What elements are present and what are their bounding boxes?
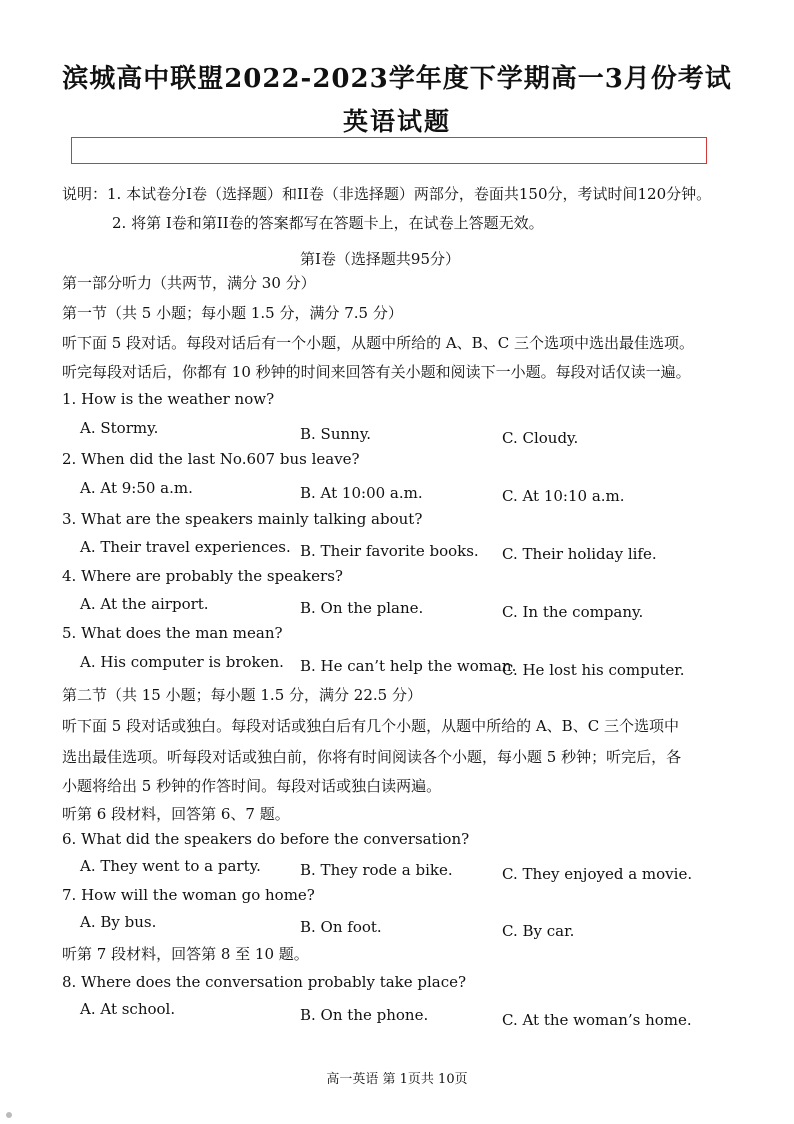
scan-speck bbox=[6, 1112, 12, 1118]
note-line-1: 说明：1. 本试卷分I卷（选择题）和II卷（非选择题）两部分，卷面共150分，考试时间120分钟。 bbox=[62, 185, 712, 203]
q2-option-b: B. At 10:00 a.m. bbox=[300, 484, 423, 502]
q6-option-a: A. They went to a party. bbox=[80, 857, 261, 875]
section1-instruction-2: 听完每段对话后，你都有 10 秒钟的时间来回答有关小题和阅读下一小题。每段对话仅读一遍。 bbox=[62, 363, 691, 381]
page-footer: 高一英语 第 1页共 10页 bbox=[326, 1072, 468, 1087]
q4-option-b: B. On the plane. bbox=[300, 599, 424, 617]
q8-option-c: C. At the woman’s home. bbox=[502, 1011, 692, 1029]
section1-heading: 第一节（共 5 小题；每小题 1.5 分，满分 7.5 分） bbox=[62, 304, 403, 322]
redaction-box bbox=[71, 137, 707, 164]
q8-option-a: A. At school. bbox=[80, 1000, 176, 1018]
q2-option-c: C. At 10:10 a.m. bbox=[502, 487, 625, 505]
question-8: 8. Where does the conversation probably take place? bbox=[62, 973, 467, 991]
section2-heading: 第二节（共 15 小题；每小题 1.5 分，满分 22.5 分） bbox=[62, 686, 422, 704]
section2-instruction-1: 听下面 5 段对话或独白。每段对话或独白后有几个小题，从题中所给的 A、B、C 三个选项中 bbox=[62, 717, 679, 735]
section2-instruction-2: 选出最佳选项。听每段对话或独白前，你将有时间阅读各个小题，每小题 5 秒钟；听完后，各 bbox=[62, 748, 682, 766]
question-2: 2. When did the last No.607 bus leave? bbox=[62, 450, 360, 468]
q4-option-c: C. In the company. bbox=[502, 603, 644, 621]
q3-option-a: A. Their travel experiences. bbox=[80, 538, 291, 556]
volume-heading: 第I卷（选择题共95分） bbox=[300, 250, 461, 268]
q1-option-a: A. Stormy. bbox=[80, 419, 159, 437]
question-6: 6. What did the speakers do before the conversation? bbox=[62, 830, 470, 848]
q5-option-c: C. He lost his computer. bbox=[502, 661, 685, 679]
material-7-heading: 听第 7 段材料，回答第 8 至 10 题。 bbox=[62, 945, 309, 963]
q1-option-c: C. Cloudy. bbox=[502, 429, 579, 447]
q3-option-b: B. Their favorite books. bbox=[300, 542, 479, 560]
q5-option-b: B. He can’t help the woman. bbox=[300, 657, 517, 675]
q7-option-b: B. On foot. bbox=[300, 918, 382, 936]
material-6-heading: 听第 6 段材料，回答第 6、7 题。 bbox=[62, 805, 290, 823]
question-7: 7. How will the woman go home? bbox=[62, 886, 315, 904]
q7-option-c: C. By car. bbox=[502, 922, 575, 940]
section1-instruction-1: 听下面 5 段对话。每段对话后有一个小题，从题中所给的 A、B、C 三个选项中选出最佳选项。 bbox=[62, 334, 694, 352]
question-3: 3. What are the speakers mainly talking about? bbox=[62, 510, 423, 528]
q5-option-a: A. His computer is broken. bbox=[80, 653, 284, 671]
q6-option-c: C. They enjoyed a movie. bbox=[502, 865, 693, 883]
part1-heading: 第一部分听力（共两节，满分 30 分） bbox=[62, 274, 316, 292]
q3-option-c: C. Their holiday life. bbox=[502, 545, 657, 563]
q1-option-b: B. Sunny. bbox=[300, 425, 372, 443]
question-5: 5. What does the man mean? bbox=[62, 624, 283, 642]
q2-option-a: A. At 9:50 a.m. bbox=[80, 479, 193, 497]
q7-option-a: A. By bus. bbox=[80, 913, 157, 931]
q6-option-b: B. They rode a bike. bbox=[300, 861, 453, 879]
question-4: 4. Where are probably the speakers? bbox=[62, 567, 343, 585]
q8-option-b: B. On the phone. bbox=[300, 1006, 429, 1024]
note-line-2: 2. 将第 I卷和第II卷的答案都写在答题卡上，在试卷上答题无效。 bbox=[112, 214, 544, 232]
exam-title: 滨城高中联盟2022-2023学年度下学期高一3月份考试 bbox=[62, 64, 732, 94]
exam-subtitle: 英语试题 bbox=[342, 107, 451, 136]
question-1: 1. How is the weather now? bbox=[62, 390, 275, 408]
section2-instruction-3: 小题将给出 5 秒钟的作答时间。每段对话或独白读两遍。 bbox=[62, 777, 442, 795]
q4-option-a: A. At the airport. bbox=[80, 595, 209, 613]
